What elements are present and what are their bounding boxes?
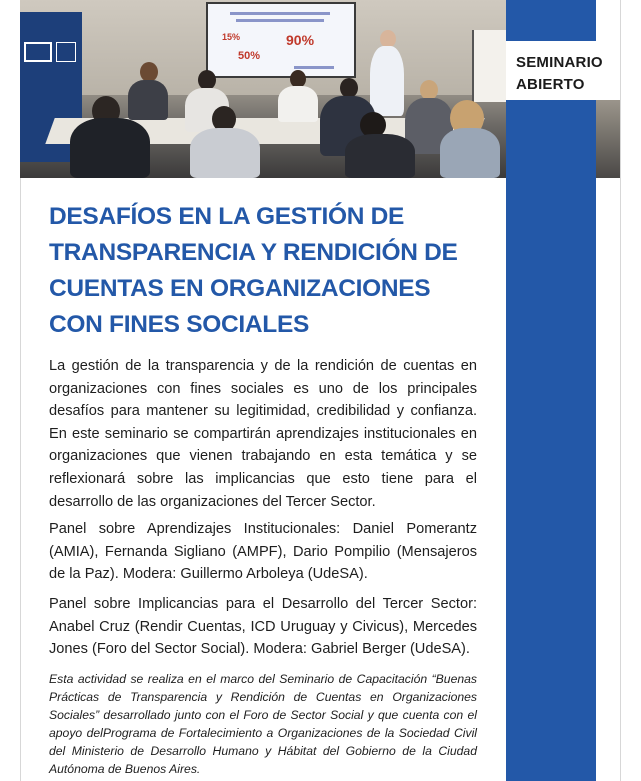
audience-body xyxy=(278,86,318,122)
panel-institutional-paragraph: Panel sobre Aprendizajes Institucionales: Daniel Pomerantz (AMIA), Fernanda Sigliano (AMPF), Dario Pompilio (Mensajeros de la Paz). Modera: Guillermo Arboleya (UdeSA). xyxy=(49,521,477,583)
audience-body xyxy=(70,118,150,178)
audience-head xyxy=(340,78,358,98)
page-border-right xyxy=(620,0,621,781)
audience-body xyxy=(190,128,260,178)
intro-paragraph: La gestión de la transparencia y de la rendición de cuentas en organizaciones con fines sociales es uno de los principales desafíos para mantener su legitimidad, credibilidad y confianza. En este seminario se compartirán aprendizajes institucionales en organizaciones que vienen trabajando en esta temática y se reflexionará sobre las implicancias que esto tiene para el desarrollo de las organizaciones del Tercer Sector. xyxy=(49,358,477,510)
audience-body xyxy=(128,80,168,120)
side-accent-stripe xyxy=(506,0,596,781)
panel-third-sector-paragraph: Panel sobre Implicancias para el Desarrollo del Tercer Sector: Anabel Cruz (Rendir Cuentas, ICD Uruguay y Civicus), Mercedes Jones (Foro del Sector Social). Modera: Gabriel Berger (UdeSA). xyxy=(49,596,477,658)
header-photo xyxy=(20,0,506,178)
footnote: Esta actividad se realiza en el marco del Seminario de Capacitación “Buenas Prácticas de Transparencia y Rendición de Cuentas en Organizaciones Sociales” desarrollado junto con el Foro de Sector Social y que cuenta con el apoyo delPrograma de Fortalecimiento a Organizaciones de la Sociedad Civil del Ministerio de Desarrollo Humano y Hábitat del Gobierno de la Ciudad Autónoma de Buenos Aires. xyxy=(49,672,477,776)
banner-logo-mark xyxy=(24,42,52,62)
badge-line-1: SEMINARIO xyxy=(516,54,603,71)
audience-body xyxy=(345,134,415,178)
screen-value-mid: 50% xyxy=(238,50,261,62)
whiteboard xyxy=(472,30,506,102)
screen-text-line xyxy=(236,19,324,22)
audience-head xyxy=(140,62,158,82)
banner-logo-mark-secondary xyxy=(56,42,76,62)
seminar-badge-label xyxy=(516,52,620,96)
audience-head xyxy=(420,80,438,100)
screen-text-line xyxy=(230,12,330,15)
projection-screen xyxy=(206,2,356,78)
audience-body xyxy=(440,128,500,178)
page-title: DESAFÍOS EN LA GESTIÓN DE TRANSPARENCIA Y RENDICIÓN DE CUENTAS EN ORGANIZACIONES CON FINES SOCIALES xyxy=(49,203,458,338)
screen-text-line xyxy=(294,66,334,69)
presenter-body xyxy=(370,46,404,116)
badge-line-2: ABIERTO xyxy=(516,76,585,93)
screen-value-large: 90% xyxy=(286,32,315,48)
screen-value-small: 15% xyxy=(222,32,241,42)
side-photo-strip xyxy=(596,100,620,178)
audience-head xyxy=(198,70,216,90)
